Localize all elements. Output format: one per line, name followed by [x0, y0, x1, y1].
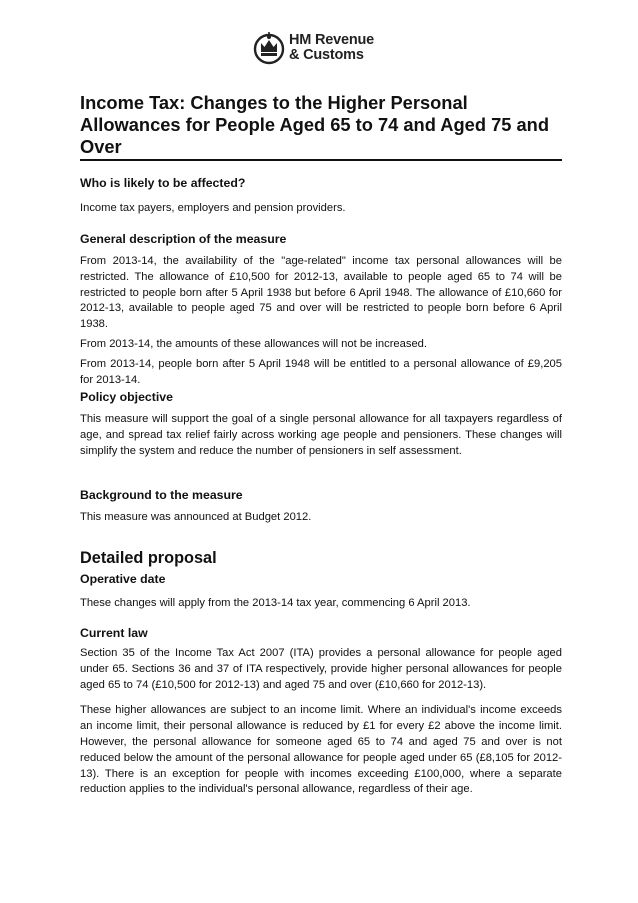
logo-wordmark — [289, 33, 374, 63]
section-current-law — [80, 626, 562, 798]
current-law-paragraph-2: These higher allowances are subject to an income limit. Where an individual's income exceeds an income limit, their personal allowance is reduced by £1 for every £2 above the income limit. However, the personal allowance for someone aged 65 to 74 and aged 75 and over is not reduced below the amount of the personal allowance for people aged under 65 (£8,105 for 2012-13). There is an exception for people with incomes exceeding £100,000, where a separate reduction applies to the individual's personal allowance, regardless of their age. — [80, 704, 562, 796]
background-text: This measure was announced at Budget 2012. — [80, 511, 312, 523]
logo-line-2: & Customs — [289, 47, 364, 63]
who-text: Income tax payers, employers and pension providers. — [80, 202, 346, 214]
section-detailed-proposal — [80, 548, 562, 568]
general-paragraph-1: From 2013-14, the availability of the "age-related" income tax personal allowances will be restricted. The allowance of £10,500 for 2012-13, available to people aged 65 to 74 will be restricted to people born after 5 April 1938 but before 6 April 1948. The allowance of £10,660 for 2012-13, available to people aged 75 and over will be restricted to people born before 6 April 1938. — [80, 255, 562, 331]
section-policy-objective — [80, 390, 562, 459]
section-operative-date — [80, 572, 562, 612]
policy-heading: Policy objective — [80, 390, 173, 404]
operative-text: These changes will apply from the 2013-14 tax year, commencing 6 April 2013. — [80, 597, 471, 609]
royal-crest-icon — [253, 30, 285, 66]
current-law-heading: Current law — [80, 626, 148, 640]
logo-line-1: HM Revenue — [289, 32, 375, 48]
section-who-affected — [80, 176, 562, 217]
section-background — [80, 488, 562, 526]
who-heading: Who is likely to be affected? — [80, 176, 246, 190]
policy-text: This measure will support the goal of a single personal allowance for all taxpayers regardless of age, and spread tax relief fairly across working age people and pensioners. These changes will simplify the system and reduce the number of pensioners in self assessment. — [80, 413, 562, 457]
general-heading: General description of the measure — [80, 232, 287, 246]
section-general-description — [80, 232, 562, 388]
general-paragraph-2: From 2013-14, the amounts of these allowances will not be increased. — [80, 337, 428, 350]
detailed-proposal-heading: Detailed proposal — [80, 549, 217, 567]
operative-heading: Operative date — [80, 572, 166, 586]
document-title: Income Tax: Changes to the Higher Personal Allowances for People Aged 65 to 74 and Aged 75 and Over — [80, 92, 562, 161]
general-paragraph-3: From 2013-14, people born after 5 April 1948 will be entitled to a personal allowance of £9,205 for 2013-14. — [80, 357, 562, 386]
current-law-paragraph-1: Section 35 of the Income Tax Act 2007 (ITA) provides a personal allowance for people aged under 65. Sections 36 and 37 of ITA respectively, provide higher personal allowances for people aged 65 to 74 (£10,500 for 2012-13) and aged 75 and over (£10,660 for 2012-13). — [80, 647, 562, 691]
hmrc-logo — [253, 28, 374, 68]
background-heading: Background to the measure — [80, 488, 243, 502]
